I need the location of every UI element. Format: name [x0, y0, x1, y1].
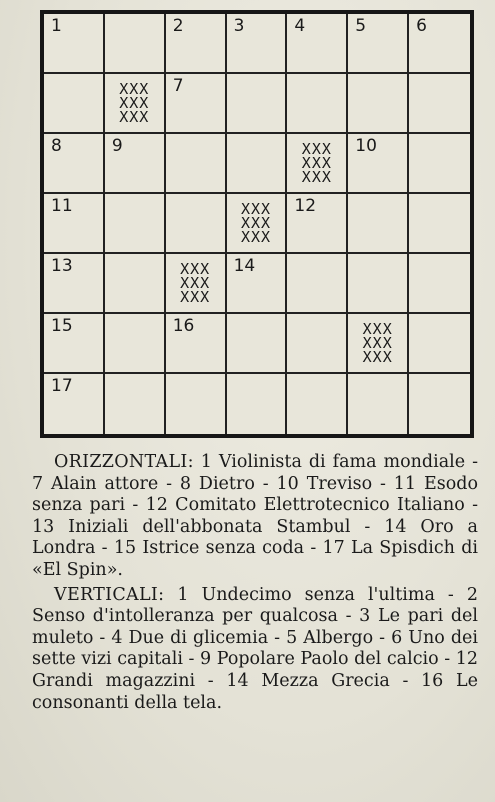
crossword-cell — [166, 194, 227, 254]
black-cell-pattern: XXX XXX XXX — [362, 320, 393, 366]
cell-number: 1 — [51, 16, 62, 36]
vertical-clues — [32, 585, 478, 715]
crossword-cell — [348, 74, 409, 134]
crossword-cell — [287, 134, 348, 194]
crossword-cell — [348, 194, 409, 254]
crossword-cell — [287, 314, 348, 374]
black-cell-pattern: XXX XXX XXX — [301, 140, 332, 186]
cell-number: 2 — [172, 16, 184, 36]
cell-number: 9 — [111, 136, 123, 156]
cell-number: 17 — [51, 376, 73, 396]
crossword-cell — [409, 254, 470, 314]
crossword-cell — [409, 374, 470, 434]
cell-number: 13 — [51, 256, 73, 276]
crossword-cell — [166, 134, 227, 194]
crossword-cell — [44, 374, 105, 434]
crossword-cell — [287, 374, 348, 434]
cell-number: 7 — [172, 76, 184, 96]
crossword-cell — [105, 374, 166, 434]
crossword-cell — [105, 194, 166, 254]
cell-number: 15 — [51, 316, 73, 336]
horizontal-clues — [32, 452, 478, 582]
cell-number: 3 — [233, 16, 245, 36]
crossword-cell — [44, 14, 105, 74]
crossword-cell — [287, 194, 348, 254]
crossword-cell — [227, 134, 288, 194]
crossword-cell — [44, 314, 105, 374]
crossword-cell — [409, 314, 470, 374]
crossword-cell — [227, 254, 288, 314]
clues-section — [32, 452, 478, 717]
crossword-cell — [227, 74, 288, 134]
cell-number: 14 — [233, 256, 256, 276]
cell-number: 4 — [294, 16, 306, 36]
crossword-cell — [287, 254, 348, 314]
crossword-cell — [348, 254, 409, 314]
crossword-cell — [348, 14, 409, 74]
cell-number: 5 — [355, 16, 367, 36]
crossword-cell — [105, 134, 166, 194]
crossword-cell — [348, 374, 409, 434]
crossword-cell — [287, 74, 348, 134]
cell-number: 16 — [172, 316, 195, 336]
vertical-heading: VERTICALI: — [54, 584, 165, 605]
crossword-cell — [227, 374, 288, 434]
crossword-cell — [44, 194, 105, 254]
cell-number: 11 — [51, 196, 73, 216]
cell-number: 8 — [51, 136, 62, 156]
crossword-cell — [105, 14, 166, 74]
cell-number: 12 — [294, 196, 317, 216]
crossword-cell — [44, 134, 105, 194]
crossword-cell — [409, 14, 470, 74]
crossword-cell — [166, 14, 227, 74]
black-cell-pattern: XXX XXX XXX — [240, 200, 272, 246]
crossword-cell — [227, 314, 288, 374]
crossword-cell — [166, 74, 227, 134]
cell-number: 6 — [416, 16, 427, 36]
crossword-cell — [166, 314, 227, 374]
crossword-cell — [287, 14, 348, 74]
crossword-cell — [105, 74, 166, 134]
crossword-cell — [105, 254, 166, 314]
vertical-clue-text: 1 Undecimo senza l'ultima - 2 Senso d'intolleranza per qualcosa - 3 Le pari del muleto - 4 Due di glicemia - 5 Albergo - 6 Uno dei sette vizi capitali - 9 Popolare Paolo del calcio - 12 Grandi magazzini - 14 Mezza Grecia - 16 Le consonanti della tela. — [32, 584, 478, 713]
black-cell-pattern: XXX XXX XXX — [119, 80, 150, 126]
crossword-cell — [348, 314, 409, 374]
crossword-cell — [409, 194, 470, 254]
crossword-cell — [105, 314, 166, 374]
crossword-cell — [409, 134, 470, 194]
crossword-cell — [44, 74, 105, 134]
crossword-cell — [166, 254, 227, 314]
crossword-cell — [227, 14, 288, 74]
crossword-grid — [40, 10, 474, 438]
black-cell-pattern: XXX XXX XXX — [180, 260, 211, 306]
cell-number: 10 — [355, 136, 377, 156]
crossword-cell — [348, 134, 409, 194]
crossword-cell — [166, 374, 227, 434]
crossword-cell — [409, 74, 470, 134]
horizontal-heading: ORIZZONTALI: — [54, 452, 194, 472]
crossword-cell — [227, 194, 288, 254]
crossword-cell — [44, 254, 105, 314]
horizontal-clue-text: 1 Violinista di fama mondiale - 7 Alain attore - 8 Dietro - 10 Treviso - 11 Esodo senza pari - 12 Comitato Elettrotecnico Italiano - 13 Iniziali dell'abbonata Stambul - 14 Oro a Londra - 15 Istrice senza coda - 17 La Spisdich di «El Spin». — [32, 452, 478, 580]
